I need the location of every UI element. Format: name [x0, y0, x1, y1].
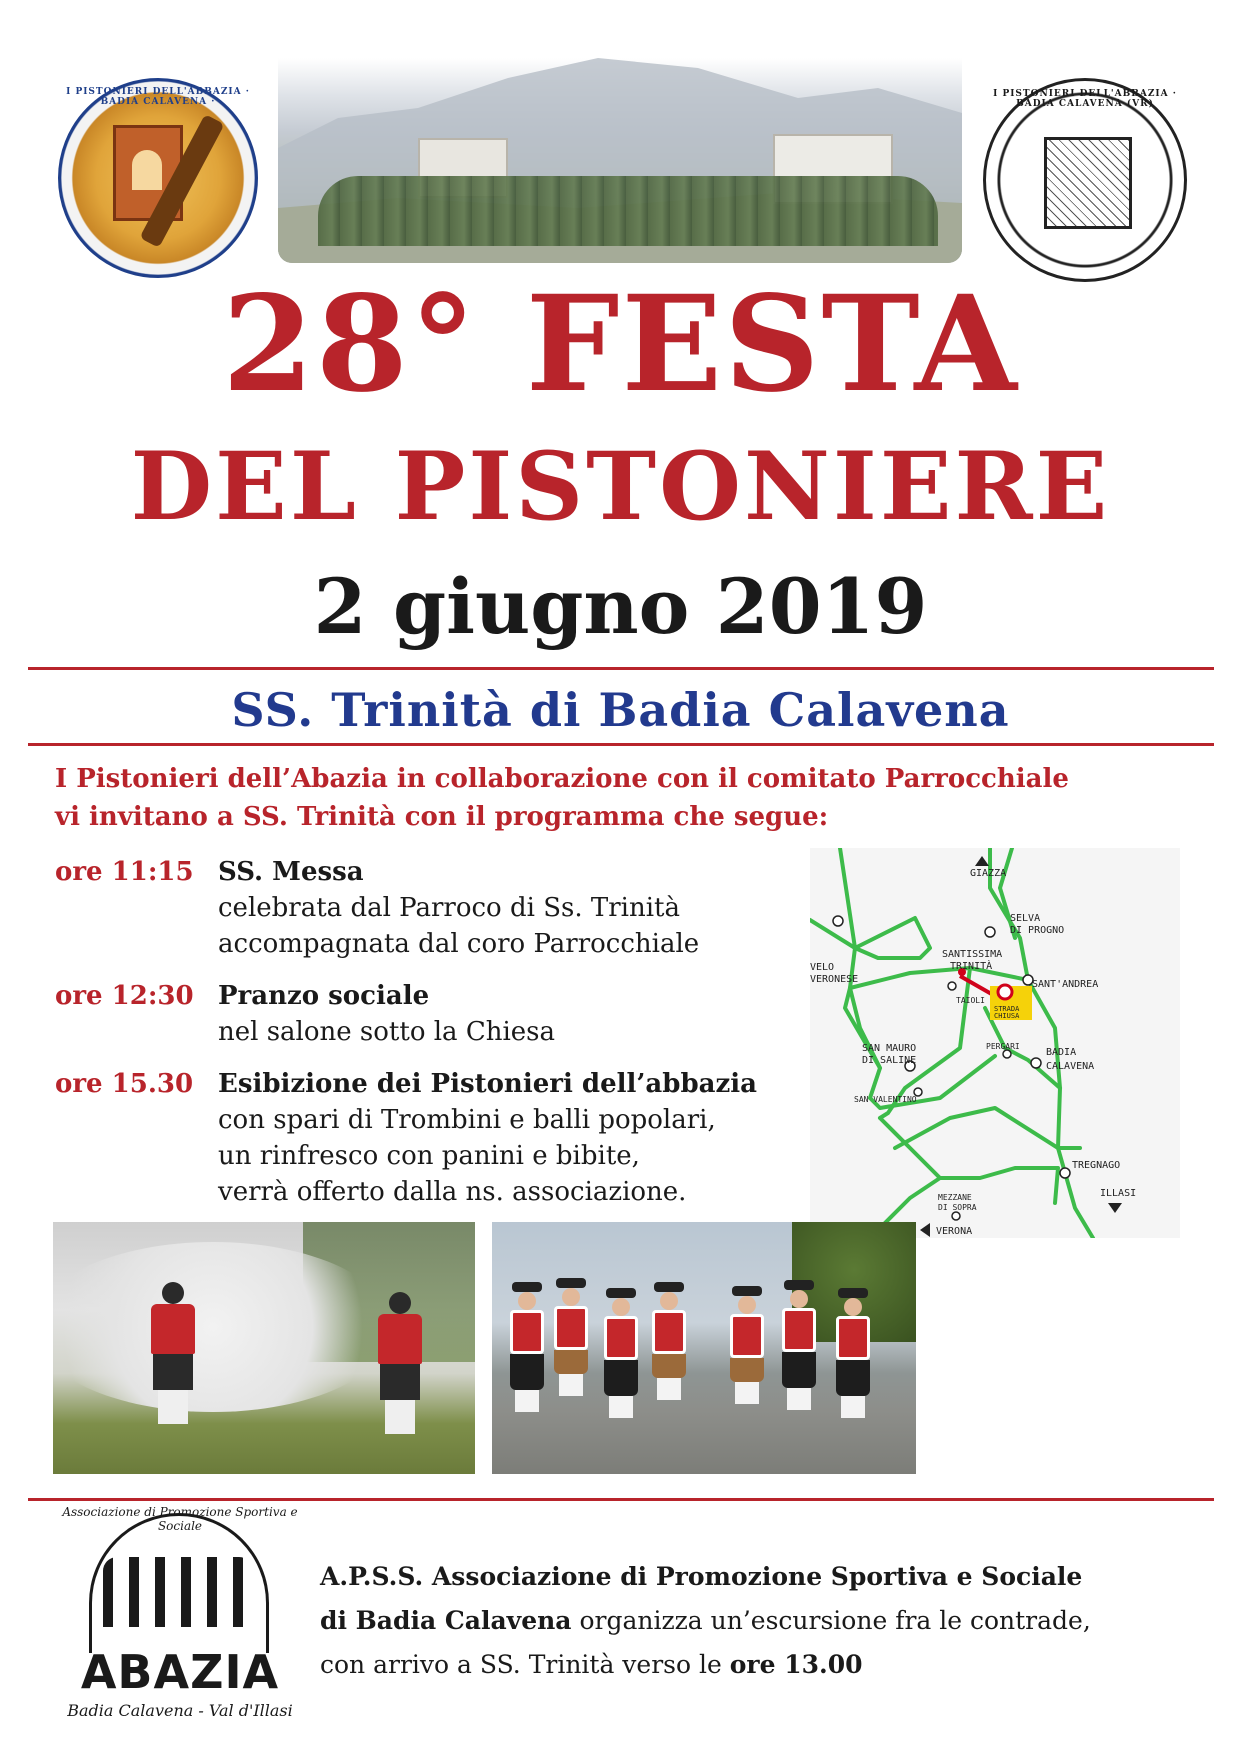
- excursion-text: [320, 1555, 1200, 1687]
- pistonieri-logo-color: [58, 78, 258, 278]
- abbey-emblem-icon: [1044, 137, 1132, 229]
- excursion-line-3-start: con arrivo a SS. Trinità verso le: [320, 1650, 730, 1679]
- road-network: [810, 848, 1093, 1238]
- map-label-strada-2: CHIUSA: [994, 1012, 1020, 1020]
- program-line: accompagnata dal coro Parrocchiale: [218, 929, 700, 959]
- verona-arrow-icon: [920, 1223, 930, 1237]
- north-arrow-icon: [975, 856, 989, 866]
- program-line: verrà offerto dalla ns. associazione.: [218, 1177, 687, 1207]
- logo-left-label: I PISTONIERI DELL'ABBAZIA · BADIA CALAVENA ·: [66, 87, 250, 107]
- event-location: SS. Trinità di Badia Calavena: [231, 683, 1010, 737]
- pistoniere-figure: [151, 1282, 195, 1424]
- map-label-giazza: GIAZZA: [970, 868, 1007, 879]
- program-line: un rinfresco con panini e bibite,: [218, 1141, 640, 1171]
- folk-dance-photo: [492, 1222, 916, 1474]
- dancer-figure: [836, 1288, 870, 1418]
- apss-abazia-logo: [55, 1505, 305, 1740]
- apss-logo-top-text: Associazione di Promozione Sportiva e Sociale: [62, 1505, 298, 1533]
- map-label-sanmauro-2: DI SALINE: [862, 1055, 917, 1066]
- excursion-line-2-bold: di Badia Calavena: [320, 1606, 572, 1635]
- tree-line: [318, 176, 938, 246]
- dancer-figure: [604, 1288, 638, 1418]
- smoke-cloud: [53, 1242, 393, 1412]
- excursion-line-3: [320, 1643, 1200, 1687]
- pistoniere-title: DEL PISTONIERE: [130, 432, 1111, 542]
- excursion-line-1: A.P.S.S. Associazione di Promozione Sportiva e Sociale: [320, 1562, 1083, 1591]
- pistoniere-figure: [378, 1292, 422, 1434]
- program-description: [218, 978, 818, 1050]
- festa-title: 28° FESTA: [222, 267, 1019, 422]
- map-label-verona: VERONA: [936, 1226, 973, 1237]
- program-line: con spari di Trombini e balli popolari,: [218, 1105, 716, 1135]
- logo-right-label: I PISTONIERI DELL'ABBAZIA · BADIA CALAVENA (VR): [993, 89, 1177, 109]
- map-label-sanvalentino: SAN VALENTINO: [854, 1095, 917, 1104]
- map-svg: [810, 848, 1180, 1238]
- intro-line-1: I Pistonieri dell’Abazia in collaborazione con il comitato Parrocchiale: [55, 764, 1069, 794]
- excursion-line-2: [320, 1599, 1200, 1643]
- map-label-santandrea: SANT'ANDREA: [1032, 979, 1099, 990]
- dancer-figure: [554, 1278, 588, 1396]
- map-label-sanmauro-1: SAN MAURO: [862, 1043, 917, 1054]
- dancer-figure: [782, 1280, 816, 1410]
- route-map: [810, 848, 1180, 1238]
- map-label-illasi: ILLASI: [1100, 1188, 1137, 1199]
- map-label-pergari: PERGARI: [986, 1042, 1020, 1051]
- event-date: 2 giugno 2019: [313, 562, 928, 651]
- program-time: ore 11:15: [55, 857, 194, 887]
- program-item: [55, 978, 815, 1052]
- map-label-velo-2: VERONESE: [810, 974, 859, 985]
- divider-bottom: [28, 743, 1214, 746]
- map-label-badia-1: BADIA: [1046, 1047, 1077, 1058]
- hills-photo: [278, 58, 962, 263]
- no-entry-icon: [998, 985, 1012, 999]
- intro-text: [55, 760, 1215, 836]
- excursion-time: ore 13.00: [729, 1650, 863, 1679]
- map-label-velo-1: VELO: [810, 962, 835, 973]
- program-time: ore 12:30: [55, 981, 194, 1011]
- map-label-strada-1: STRADA: [994, 1005, 1020, 1013]
- program-description: [218, 854, 818, 962]
- apss-logo-subtitle: Badia Calavena - Val d'Illasi: [67, 1701, 293, 1720]
- map-label-tregnago: TREGNAGO: [1072, 1160, 1121, 1171]
- dancer-figure: [652, 1282, 686, 1400]
- pistonieri-logo-bw: [983, 78, 1187, 282]
- illasi-arrow-icon: [1108, 1203, 1122, 1213]
- map-label-badia-2: CALAVENA: [1046, 1061, 1095, 1072]
- map-label-mezzane-1: MEZZANE: [938, 1193, 972, 1202]
- colonnade-icon: [103, 1557, 253, 1627]
- apss-logo-title: ABAZIA: [80, 1645, 280, 1699]
- map-label-trinita-1: SANTISSIMA: [942, 949, 1003, 960]
- map-label-trinita-2: TRINITÀ: [950, 961, 993, 972]
- divider-top: [28, 667, 1214, 670]
- program-line: nel salone sotto la Chiesa: [218, 1017, 555, 1047]
- dancer-figure: [730, 1286, 764, 1404]
- program-title: Pranzo sociale: [218, 981, 430, 1011]
- program-description: [218, 1066, 818, 1210]
- program-item: [55, 854, 815, 964]
- program-item: [55, 1066, 815, 1212]
- excursion-line-2-rest: organizza un’escursione fra le contrade,: [571, 1606, 1091, 1635]
- map-label-mezzane-2: DI SOPRA: [938, 1203, 977, 1212]
- program-time: ore 15.30: [55, 1069, 194, 1099]
- dancer-figure: [510, 1282, 544, 1412]
- map-label-selva-1: SELVA: [1010, 913, 1041, 924]
- program-line: celebrata dal Parroco di Ss. Trinità: [218, 893, 680, 923]
- map-label-taioli: TAIOLI: [956, 996, 985, 1005]
- program-title: Esibizione dei Pistonieri dell’abbazia: [218, 1069, 757, 1099]
- divider-footer: [28, 1498, 1214, 1501]
- map-label-selva-2: DI PROGNO: [1010, 925, 1065, 936]
- intro-line-2: vi invitano a SS. Trinità con il programma che segue:: [55, 802, 829, 832]
- trombini-photo: [53, 1222, 475, 1474]
- program-title: SS. Messa: [218, 857, 364, 887]
